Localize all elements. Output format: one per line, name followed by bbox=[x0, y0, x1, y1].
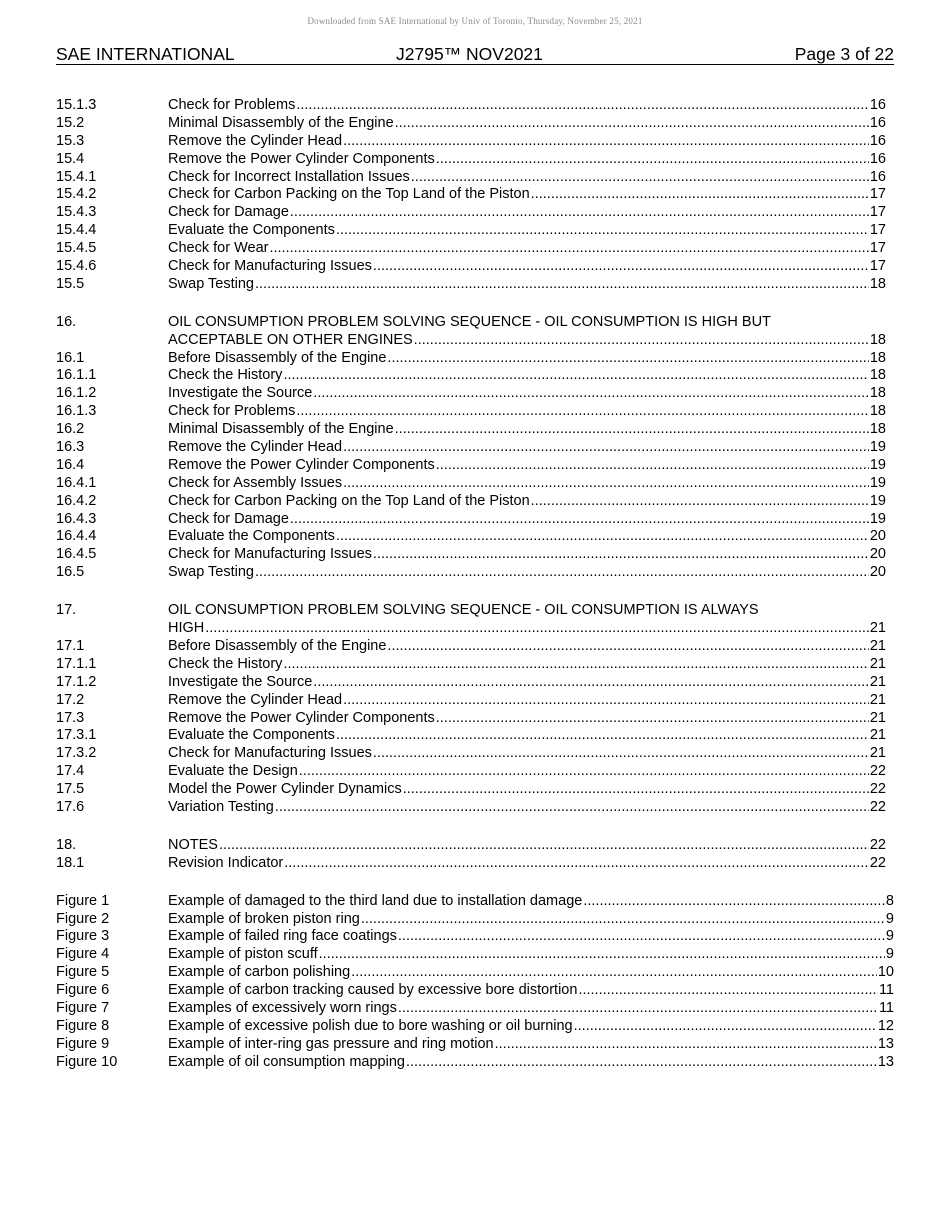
toc-leader-dots bbox=[578, 982, 878, 1000]
toc-page-number: 20 bbox=[869, 546, 886, 563]
toc-leader-dots bbox=[403, 781, 869, 799]
toc-entry-number: 17.1.1 bbox=[56, 655, 97, 672]
figure-list-entry[interactable] bbox=[56, 999, 894, 1018]
toc-page-number: 18 bbox=[869, 349, 886, 366]
toc-entry[interactable] bbox=[56, 475, 886, 493]
toc-page-number: 18 bbox=[869, 367, 886, 384]
toc-leader-dots bbox=[313, 674, 869, 692]
toc-entry-number: 16.5 bbox=[56, 564, 85, 581]
toc-entry[interactable] bbox=[56, 564, 886, 582]
toc-page-number: 21 bbox=[869, 637, 886, 654]
toc-page-number: 17 bbox=[869, 204, 886, 221]
toc-leader-dots bbox=[436, 151, 869, 169]
toc-entry[interactable] bbox=[56, 151, 886, 169]
toc-entry-title: Check for Damage bbox=[168, 510, 289, 527]
toc-entry-title: Example of carbon polishing bbox=[168, 964, 351, 981]
toc-entry[interactable] bbox=[56, 799, 886, 817]
toc-leader-dots bbox=[411, 169, 869, 187]
toc-group-18 bbox=[56, 837, 886, 873]
toc-entry-number: 15.4.2 bbox=[56, 186, 97, 203]
toc-entry[interactable] bbox=[56, 745, 886, 763]
toc-page-number: 22 bbox=[869, 763, 886, 780]
toc-page-number: 20 bbox=[869, 528, 886, 545]
toc-page-number: 16 bbox=[869, 168, 886, 185]
toc-entry[interactable] bbox=[56, 855, 886, 873]
toc-leader-dots bbox=[284, 855, 869, 873]
toc-page-number: 18 bbox=[869, 275, 886, 292]
toc-entry[interactable] bbox=[56, 781, 886, 799]
toc-section-title-line2: HIGH bbox=[168, 620, 205, 637]
page-header bbox=[56, 44, 894, 65]
toc-entry[interactable] bbox=[56, 511, 886, 529]
toc-entry-title: Minimal Disassembly of the Engine bbox=[168, 114, 394, 131]
toc-entry[interactable] bbox=[56, 97, 886, 115]
toc-page-number: 13 bbox=[877, 1035, 894, 1052]
toc-page-number: 17 bbox=[869, 186, 886, 203]
toc-entry-title: Check for Damage bbox=[168, 204, 289, 221]
toc-entry[interactable] bbox=[56, 421, 886, 439]
header-organization: SAE INTERNATIONAL bbox=[56, 44, 235, 64]
toc-entry[interactable] bbox=[56, 385, 886, 403]
toc-page-number: 18 bbox=[869, 403, 886, 420]
toc-entry-title: Check for Carbon Packing on the Top Land of the Piston bbox=[168, 186, 530, 203]
toc-leader-dots bbox=[255, 276, 869, 294]
toc-entry-number: 16.1.3 bbox=[56, 403, 97, 420]
toc-entry-title: Example of piston scuff bbox=[168, 946, 318, 963]
toc-entry[interactable] bbox=[56, 638, 886, 656]
toc-page-number: 17 bbox=[869, 240, 886, 257]
toc-entry-title: Remove the Cylinder Head bbox=[168, 132, 343, 149]
toc-entry[interactable] bbox=[56, 710, 886, 728]
figure-list-entry[interactable] bbox=[56, 964, 894, 982]
toc-entry-number: Figure 4 bbox=[56, 946, 110, 963]
toc-page-number: 17 bbox=[869, 222, 886, 239]
toc-entry-title: Investigate the Source bbox=[168, 673, 313, 690]
toc-page-number: 11 bbox=[878, 999, 894, 1016]
toc-entry[interactable] bbox=[56, 222, 886, 240]
toc-entry-title: Evaluate the Design bbox=[168, 763, 298, 780]
toc-page-number: 9 bbox=[885, 946, 894, 963]
toc-entry[interactable] bbox=[56, 350, 886, 368]
toc-entry-title: NOTES bbox=[168, 836, 218, 853]
toc-entry-number: 16.4.1 bbox=[56, 474, 97, 491]
toc-entry-title: Check for Manufacturing Issues bbox=[168, 546, 372, 563]
toc-page-number: 17 bbox=[869, 258, 886, 275]
toc-entry[interactable] bbox=[56, 367, 886, 385]
toc-page-number: 21 bbox=[869, 655, 886, 672]
toc-entry-title: Check the History bbox=[168, 367, 283, 384]
toc-entry-title: Check for Assembly Issues bbox=[168, 474, 343, 491]
toc-entry-title: Before Disassembly of the Engine bbox=[168, 349, 387, 366]
toc-section-title-line1: OIL CONSUMPTION PROBLEM SOLVING SEQUENCE - OIL CONSUMPTION IS ALWAYS bbox=[168, 602, 759, 619]
toc-entry[interactable] bbox=[56, 258, 886, 276]
toc-entry[interactable] bbox=[56, 169, 886, 187]
toc-entry[interactable] bbox=[56, 240, 886, 258]
toc-page-number: 13 bbox=[877, 1053, 894, 1070]
toc-entry[interactable] bbox=[56, 276, 886, 294]
toc-entry-number: Figure 3 bbox=[56, 928, 110, 945]
toc-leader-dots bbox=[436, 710, 869, 728]
toc-entry-number: 15.3 bbox=[56, 132, 85, 149]
toc-entry-title: Example of failed ring face coatings bbox=[168, 928, 397, 945]
figure-list-entry[interactable] bbox=[56, 1017, 894, 1036]
toc-entry-number: 15.4.1 bbox=[56, 168, 97, 185]
toc-leader-dots bbox=[583, 893, 885, 911]
toc-page-number: 19 bbox=[869, 510, 886, 527]
toc-page-number: 21 bbox=[869, 727, 886, 744]
toc-leader-dots bbox=[398, 1000, 878, 1018]
toc-entry-title: Example of excessive polish due to bore washing or oil burning bbox=[168, 1017, 573, 1034]
toc-entry-number: Figure 6 bbox=[56, 982, 110, 999]
figure-list-entry[interactable] bbox=[56, 928, 894, 946]
toc-entry[interactable] bbox=[56, 204, 886, 222]
toc-entry-number: 15.4.3 bbox=[56, 204, 97, 221]
toc-entry-title: Evaluate the Components bbox=[168, 727, 335, 744]
toc-entry[interactable] bbox=[56, 457, 886, 475]
toc-entry-title: Remove the Power Cylinder Components bbox=[168, 456, 435, 473]
figure-list-entry[interactable] bbox=[56, 1053, 894, 1072]
toc-entry-title: Example of damaged to the third land due to installation damage bbox=[168, 892, 583, 909]
toc-page-number: 16 bbox=[869, 150, 886, 167]
toc-page-number: 16 bbox=[869, 97, 886, 113]
toc-entry-title: Revision Indicator bbox=[168, 854, 284, 871]
toc-entry-title: Swap Testing bbox=[168, 564, 254, 581]
toc-page-number: 21 bbox=[869, 709, 886, 726]
toc-entry-title: Evaluate the Components bbox=[168, 528, 335, 545]
toc-entry[interactable] bbox=[56, 656, 886, 674]
toc-leader-dots bbox=[373, 745, 869, 763]
toc-entry-number: 15.2 bbox=[56, 114, 85, 131]
toc-leader-dots bbox=[495, 1036, 877, 1054]
figure-list-entry[interactable] bbox=[56, 1035, 894, 1054]
figure-list-entry[interactable] bbox=[56, 892, 894, 911]
toc-entry-title: Minimal Disassembly of the Engine bbox=[168, 421, 394, 438]
toc-leader-dots bbox=[343, 692, 869, 710]
toc-page-number: 10 bbox=[877, 964, 894, 981]
toc-entry-number: 15.4 bbox=[56, 150, 85, 167]
toc-entry[interactable] bbox=[56, 493, 886, 511]
toc-entry-title: Check for Wear bbox=[168, 240, 269, 257]
toc-entry-number: Figure 10 bbox=[56, 1053, 118, 1070]
toc-entry-number: 16.4.4 bbox=[56, 528, 97, 545]
toc-page-number: 21 bbox=[869, 673, 886, 690]
toc-leader-dots bbox=[398, 928, 885, 946]
toc-page-number: 22 bbox=[869, 781, 886, 798]
toc-entry-number: Figure 9 bbox=[56, 1035, 110, 1052]
toc-entry-number: 16.1 bbox=[56, 349, 85, 366]
toc-leader-dots bbox=[275, 799, 869, 817]
toc-page-number: 16 bbox=[869, 114, 886, 131]
toc-page-number: 19 bbox=[869, 492, 886, 509]
toc-entry-number: 17.2 bbox=[56, 691, 85, 708]
toc-entry-number: Figure 1 bbox=[56, 892, 110, 909]
header-page-number: Page 3 of 22 bbox=[794, 44, 894, 64]
toc-leader-dots bbox=[290, 204, 869, 222]
toc-leader-dots bbox=[531, 186, 869, 204]
toc-entry-title: Before Disassembly of the Engine bbox=[168, 637, 387, 654]
toc-entry-number: 16.3 bbox=[56, 439, 85, 456]
toc-leader-dots bbox=[395, 115, 869, 133]
toc-leader-dots bbox=[574, 1018, 877, 1036]
figure-list-entry[interactable] bbox=[56, 910, 894, 929]
toc-entry-title: Check for Manufacturing Issues bbox=[168, 258, 372, 275]
toc-page-number: 22 bbox=[869, 836, 886, 853]
toc-leader-dots bbox=[336, 528, 869, 546]
toc-entry-title: Check the History bbox=[168, 655, 283, 672]
toc-leader-dots bbox=[269, 240, 868, 258]
toc-page-number: 18 bbox=[869, 421, 886, 438]
toc-entry-title: Remove the Cylinder Head bbox=[168, 439, 343, 456]
toc-entry-title: Evaluate the Components bbox=[168, 222, 335, 239]
toc-entry-number: Figure 7 bbox=[56, 999, 110, 1016]
toc-leader-dots bbox=[351, 964, 877, 982]
toc-leader-dots bbox=[373, 258, 869, 276]
toc-page-number: 22 bbox=[869, 854, 886, 871]
toc-entry-number: 17.3.2 bbox=[56, 745, 97, 762]
toc-page-number: 19 bbox=[869, 456, 886, 473]
toc-entry-number: 18.1 bbox=[56, 854, 85, 871]
toc-leader-dots bbox=[436, 457, 869, 475]
toc-leader-dots bbox=[336, 727, 869, 745]
toc-entry-number: 15.4.4 bbox=[56, 222, 97, 239]
download-watermark: Downloaded from SAE International by Univ of Toronto, Thursday, November 25, 2021 bbox=[307, 16, 643, 26]
toc-entry[interactable] bbox=[56, 727, 886, 745]
list-of-figures bbox=[56, 892, 894, 1072]
toc-entry-number: 15.5 bbox=[56, 275, 85, 292]
toc-entry-number: 17.4 bbox=[56, 763, 85, 780]
toc-section-17-heading-cont[interactable] bbox=[56, 620, 886, 638]
toc-section-number: 17. bbox=[56, 602, 77, 619]
toc-leader-dots bbox=[343, 475, 869, 493]
toc-section-17-heading[interactable] bbox=[56, 602, 886, 620]
toc-leader-dots bbox=[343, 439, 869, 457]
toc-entry-number: 15.4.6 bbox=[56, 258, 97, 275]
toc-entry[interactable] bbox=[56, 692, 886, 710]
table-of-contents bbox=[56, 97, 894, 1072]
toc-leader-dots bbox=[255, 564, 869, 582]
toc-page-number: 21 bbox=[869, 691, 886, 708]
toc-entry-title: Example of oil consumption mapping bbox=[168, 1053, 405, 1070]
toc-entry-title: Remove the Power Cylinder Components bbox=[168, 709, 435, 726]
toc-entry-title: Example of broken piston ring bbox=[168, 910, 360, 927]
toc-entry-number: Figure 2 bbox=[56, 910, 110, 927]
toc-page-number: 21 bbox=[869, 620, 886, 637]
toc-entry-number: 17.3 bbox=[56, 709, 85, 726]
toc-entry-number: 16.1.1 bbox=[56, 367, 97, 384]
toc-entry-title: Swap Testing bbox=[168, 275, 254, 292]
toc-page-number: 20 bbox=[869, 564, 886, 581]
toc-leader-dots bbox=[406, 1054, 877, 1072]
figure-list-entry[interactable] bbox=[56, 982, 894, 1000]
toc-group-17 bbox=[56, 638, 886, 817]
toc-page-number: 21 bbox=[869, 745, 886, 762]
toc-entry-title: Check for Carbon Packing on the Top Land of the Piston bbox=[168, 492, 530, 509]
toc-entry-number: 15.4.5 bbox=[56, 240, 97, 257]
toc-leader-dots bbox=[361, 911, 885, 929]
header-document-id: J2795™ NOV2021 bbox=[396, 44, 543, 64]
toc-entry-title: Model the Power Cylinder Dynamics bbox=[168, 781, 402, 798]
toc-entry-title: Examples of excessively worn rings bbox=[168, 999, 397, 1016]
toc-leader-dots bbox=[531, 493, 869, 511]
toc-page-number: 9 bbox=[885, 910, 894, 927]
toc-leader-dots bbox=[283, 656, 868, 674]
toc-entry[interactable] bbox=[56, 133, 886, 151]
toc-page-number: 19 bbox=[869, 474, 886, 491]
toc-entry[interactable] bbox=[56, 763, 886, 781]
toc-entry-title: Variation Testing bbox=[168, 798, 274, 815]
toc-entry-title: Check for Manufacturing Issues bbox=[168, 745, 372, 762]
toc-entry-title: Check for Problems bbox=[168, 97, 296, 113]
toc-leader-dots bbox=[414, 332, 869, 350]
toc-entry-number: 18. bbox=[56, 836, 77, 853]
toc-leader-dots bbox=[395, 421, 869, 439]
toc-leader-dots bbox=[343, 133, 869, 151]
toc-entry[interactable] bbox=[56, 115, 886, 133]
toc-entry-number: 16.4 bbox=[56, 456, 85, 473]
toc-page-number: 9 bbox=[885, 928, 894, 945]
toc-entry-number: 17.5 bbox=[56, 781, 85, 798]
toc-entry-number: 16.1.2 bbox=[56, 385, 97, 402]
toc-entry[interactable] bbox=[56, 674, 886, 692]
toc-entry[interactable] bbox=[56, 528, 886, 546]
toc-leader-dots bbox=[219, 837, 869, 855]
toc-section-16-heading[interactable] bbox=[56, 314, 886, 332]
toc-leader-dots bbox=[299, 763, 869, 781]
toc-entry[interactable] bbox=[56, 186, 886, 204]
toc-leader-dots bbox=[387, 350, 868, 368]
toc-page-number: 19 bbox=[869, 439, 886, 456]
toc-section-number: 16. bbox=[56, 313, 77, 330]
toc-entry-number: Figure 5 bbox=[56, 964, 110, 981]
toc-entry[interactable] bbox=[56, 439, 886, 457]
toc-group-16 bbox=[56, 350, 886, 583]
toc-entry-number: 16.2 bbox=[56, 421, 85, 438]
toc-entry-title: Check for Incorrect Installation Issues bbox=[168, 168, 410, 185]
toc-section-title-line1: OIL CONSUMPTION PROBLEM SOLVING SEQUENCE - OIL CONSUMPTION IS HIGH BUT bbox=[168, 313, 771, 330]
toc-group-15 bbox=[56, 97, 886, 294]
figure-list-entry[interactable] bbox=[56, 946, 894, 964]
toc-page-number: 16 bbox=[869, 132, 886, 149]
toc-entry[interactable] bbox=[56, 546, 886, 564]
toc-entry-title: Remove the Power Cylinder Components bbox=[168, 150, 435, 167]
toc-entry-number: 16.4.3 bbox=[56, 510, 97, 527]
toc-leader-dots bbox=[336, 222, 869, 240]
toc-entry-number: 16.4.5 bbox=[56, 546, 97, 563]
toc-entry-number: 17.3.1 bbox=[56, 727, 97, 744]
toc-leader-dots bbox=[205, 620, 869, 638]
toc-section-title-line2: ACCEPTABLE ON OTHER ENGINES bbox=[168, 331, 413, 348]
toc-leader-dots bbox=[283, 367, 868, 385]
toc-page-number: 8 bbox=[885, 892, 894, 909]
toc-entry[interactable] bbox=[56, 837, 886, 855]
toc-leader-dots bbox=[296, 403, 869, 421]
toc-section-16-heading-cont[interactable] bbox=[56, 332, 886, 350]
toc-entry-title: Example of carbon tracking caused by excessive bore distortion bbox=[168, 982, 578, 999]
toc-leader-dots bbox=[296, 97, 869, 115]
toc-entry-title: Investigate the Source bbox=[168, 385, 313, 402]
toc-page-number: 18 bbox=[869, 385, 886, 402]
toc-entry-number: 17.6 bbox=[56, 798, 85, 815]
toc-leader-dots bbox=[290, 511, 869, 529]
toc-page-number: 12 bbox=[877, 1017, 894, 1034]
toc-page-number: 11 bbox=[878, 982, 894, 999]
toc-entry-title: Remove the Cylinder Head bbox=[168, 691, 343, 708]
toc-entry-number: 17.1.2 bbox=[56, 673, 97, 690]
toc-entry[interactable] bbox=[56, 403, 886, 421]
toc-entry-title: Example of inter-ring gas pressure and ring motion bbox=[168, 1035, 494, 1052]
toc-leader-dots bbox=[387, 638, 868, 656]
toc-leader-dots bbox=[319, 946, 885, 964]
toc-page-number: 18 bbox=[869, 331, 886, 348]
toc-leader-dots bbox=[313, 385, 869, 403]
toc-leader-dots bbox=[373, 546, 869, 564]
toc-entry-title: Check for Problems bbox=[168, 403, 296, 420]
toc-entry-number: Figure 8 bbox=[56, 1017, 110, 1034]
toc-page-number: 22 bbox=[869, 798, 886, 815]
toc-entry-number: 17.1 bbox=[56, 637, 85, 654]
toc-entry-number: 15.1.3 bbox=[56, 97, 97, 113]
toc-entry-number: 16.4.2 bbox=[56, 492, 97, 509]
